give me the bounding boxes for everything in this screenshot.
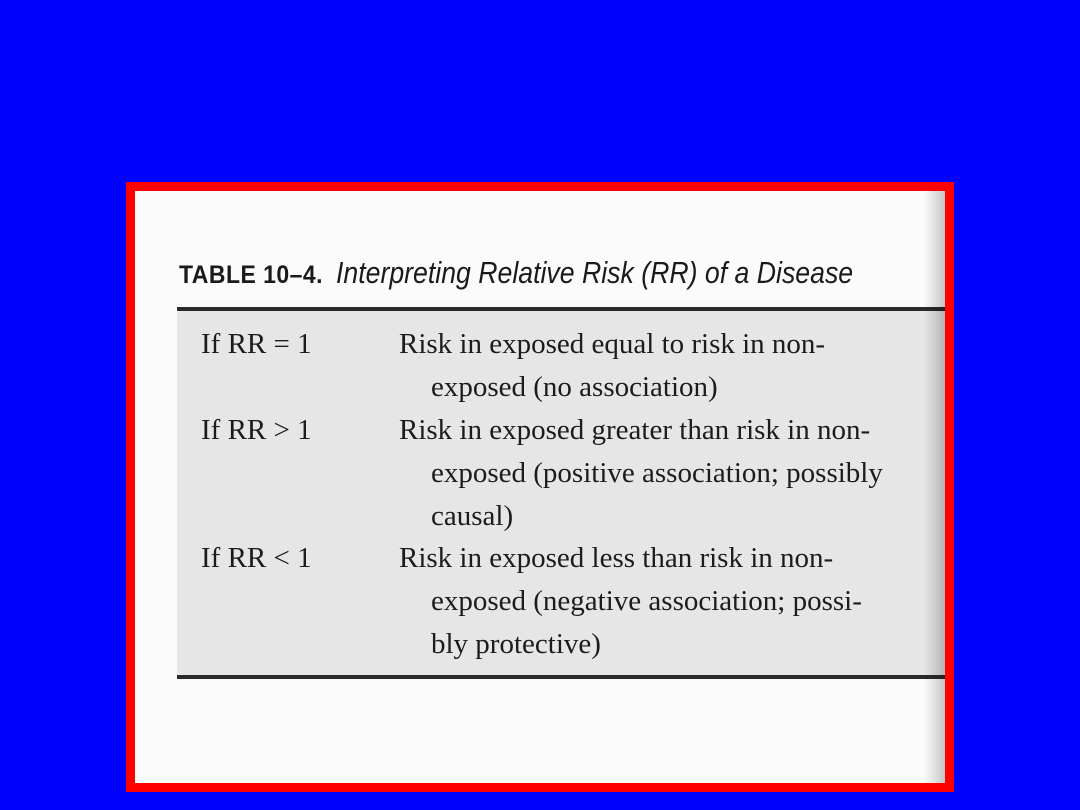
table-caption [179,255,954,291]
page-edge-shadow [923,191,945,783]
relative-risk-table [177,307,954,679]
description-line: exposed (no association) [431,371,718,403]
scanned-page [135,191,945,783]
condition-cell: If RR > 1 [201,414,312,446]
description-line: Risk in exposed equal to risk in non- [399,328,826,360]
description-cell [399,537,954,666]
description-line: exposed (positive association; possibly [431,457,883,489]
description-cell [399,409,954,538]
description-line: Risk in exposed greater than risk in non- [399,414,871,446]
condition-cell: If RR = 1 [201,328,312,360]
description-line: exposed (negative association; possi- [431,585,862,617]
table-title: Interpreting Relative Risk (RR) of a Disease [335,255,854,290]
table-number: TABLE 10–4. [179,261,323,289]
description-line: causal) [431,500,514,532]
table-image-frame [126,182,954,792]
description-line: Risk in exposed less than risk in non- [399,542,834,574]
description-cell [399,323,954,409]
description-line: bly protective) [431,628,601,660]
condition-cell: If RR < 1 [201,542,312,574]
